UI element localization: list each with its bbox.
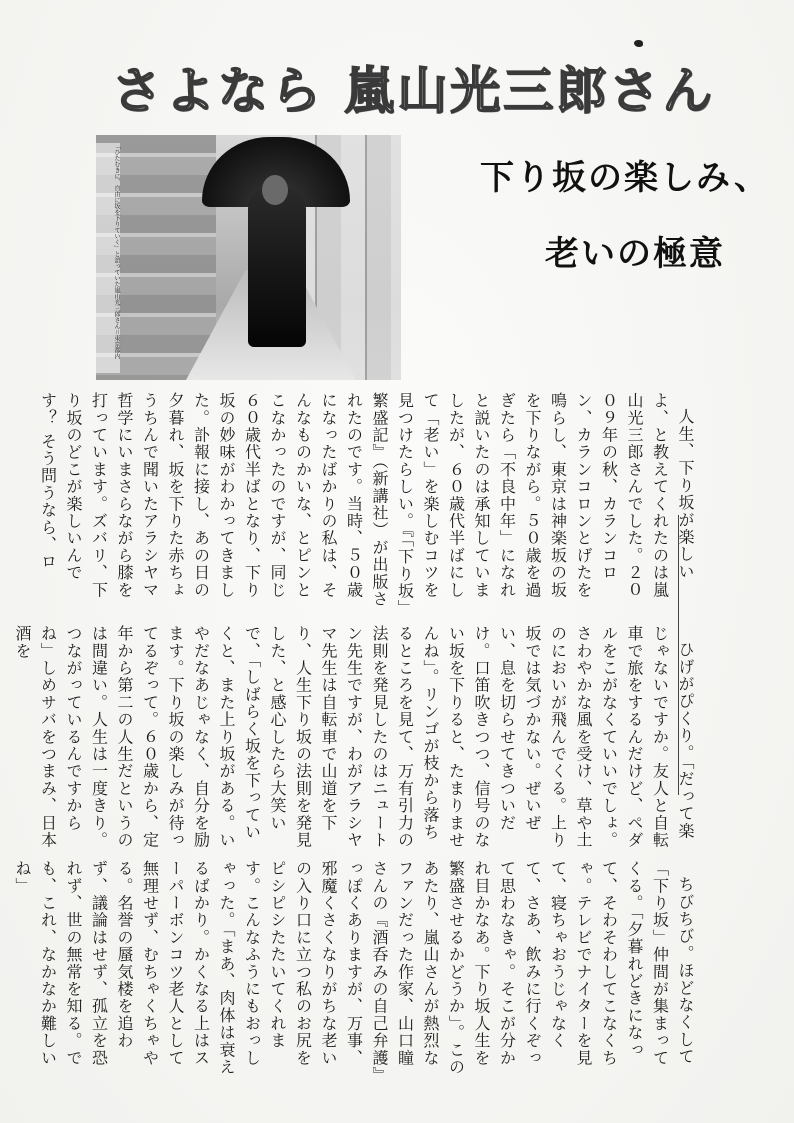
article-column-1: [38, 392, 698, 614]
article-text-tier-3: ちびちび。ほどなくして「下り坂」仲間が集まってくる。「夕暮れどきになって、そわそわしてこなくちゃ。テレビでナイターを見て、寝ちゃおうじゃなくて、さあ、飲みに行くぞって思わなきゃ。そこが分かれ目かなあ。下り坂人生を繁盛させるかどうか」。このあたり、嵐山さんが熱烈なファンだった作家、山口瞳さんの『酒呑みの自己弁護』っぽくありますが、万事、邪魔くさくなりがちな老いの入り口に立つ私のお尻をピシピシたたいてくれます。こんなふうにもおっしゃった。「まあ、肉体は衰えるばかり。かくなる上はスーパーボンコツ老人として無理せず、むちゃくちゃやる。名誉の蜃気楼を追わず、議論はせず、孤立を恐れず、世の無常を知る。でも、これ、なかなか難しいね」: [13, 860, 695, 1076]
subheadline-line1: 下り坂の楽しみ、: [480, 158, 771, 198]
headline: さよなら 嵐山光三郎さん: [112, 62, 716, 120]
photo-person: [248, 187, 306, 347]
article-text-tier-2: ひげがぴくり。「だって楽じゃないですか。友人と自転車で旅をするんだけど、ペダルをこがなくていいでしょ。さわやかな風を受け、草や土のにおいが飛んでくる。上り坂では気づかない。ぜいぜい、息を切らせてきついだけ。口笛吹きつつ、信号のない坂を下りると、たまりませんね」。リンゴが枝から落ちるところを見て、万有引力の法則を発見したのはニュートン先生ですが、わがアラシヤマ先生は自転車で山道を下り、人生下り坂の法則を発見した、と感心したら大笑いで、「しばらく坂を下っていくと、また上り坂がある。いやだなあじゃなく、自分を励ます。下り坂の楽しみが待ってるぞって。６０歳から、定年から第二の人生だというのは間違い。人生は一度きり。つながっているんですからね」しめサバをつまみ、日本酒を: [13, 625, 695, 849]
article-text-tier-1: 人生、下り坂が楽しいよ、と教えてくれたのは嵐山光三郎さんでした。２００９年の秋、カランコロン、カランコロンとげたを鳴らし、東京は神楽坂の坂を下りながら。５０歳を過ぎたら「不良中年」になれと説いたのは承知していましたが、６０歳代半ばにして「老い」を楽しむコツを見つけたらしい。『「下り坂」繁盛記』（新講社）が出版されたのです。当時、５０歳になったばかりの私は、そんなものかいな、とピンとこなかったのですが、同じ６０歳代半ばとなり、下り坂の妙味がわかってきました。訃報に接し、あの日の夕暮れ、坂を下りた赤ちょうちんで聞いたアラシヤマ哲学にいまさらながら膝を打っています。ズバリ、下り坂のどこが楽しいんです？ そう問うなら、ロ: [38, 392, 695, 609]
subheadline-line2: 老いの極意: [545, 234, 725, 274]
article-column-2: [13, 625, 698, 850]
article-photo: [96, 135, 401, 380]
photo-person-head: [262, 175, 288, 205]
ink-speck: [634, 40, 643, 47]
article-column-3: [13, 860, 698, 1082]
photo-caption: 「ひたむきに、自由に坂を下りていく」と語っていた嵐山光三郎さん＝東京都内: [96, 143, 120, 373]
